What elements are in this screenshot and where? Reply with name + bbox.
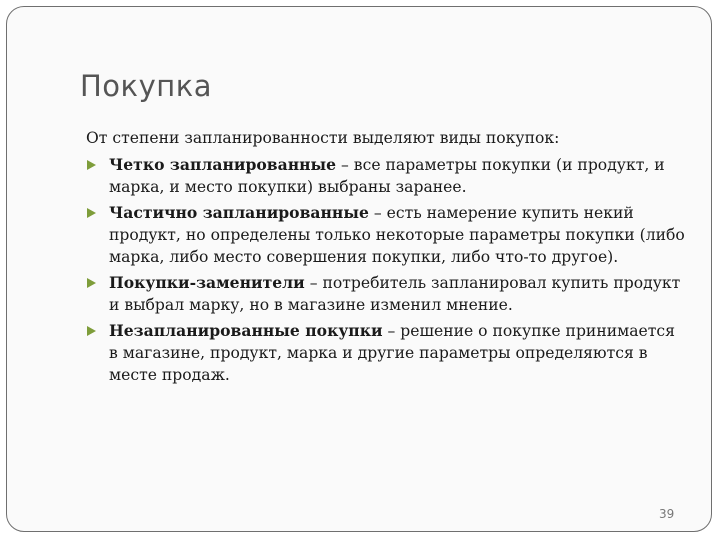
- item-term: Частично запланированные: [109, 203, 369, 222]
- list-item: [86, 320, 686, 386]
- purchase-types-list: [86, 154, 686, 386]
- triangle-bullet-icon: [87, 326, 96, 336]
- slide-title: Покупка: [80, 69, 212, 103]
- list-item: [86, 202, 686, 268]
- list-item: [86, 154, 686, 198]
- item-term: Четко запланированные: [109, 155, 337, 174]
- slide-body: [86, 127, 686, 390]
- item-term: Незапланированные покупки: [109, 321, 383, 340]
- list-item: [86, 272, 686, 316]
- triangle-bullet-icon: [87, 160, 96, 170]
- page-number: 39: [659, 507, 675, 521]
- intro-text: От степени запланированности выделяют виды покупок:: [86, 129, 560, 147]
- item-term: Покупки-заменители: [109, 273, 305, 292]
- triangle-bullet-icon: [87, 278, 96, 288]
- item-text: – все параметры покупки (и продукт, и марка, и место покупки) выбраны заранее.: [109, 156, 665, 196]
- item-text: – потребитель запланировал купить продукт и выбрал марку, но в магазине изменил мнение.: [109, 274, 681, 314]
- item-text: – есть намерение купить некий продукт, но определены только некоторые параметры покупки (либо марка, либо место совершения покупки, либо что-то другое).: [109, 204, 685, 266]
- slide: [6, 6, 712, 532]
- item-text: – решение о покупке принимается в магазине, продукт, марка и другие параметры определяются в месте продаж.: [109, 322, 675, 384]
- triangle-bullet-icon: [87, 208, 96, 218]
